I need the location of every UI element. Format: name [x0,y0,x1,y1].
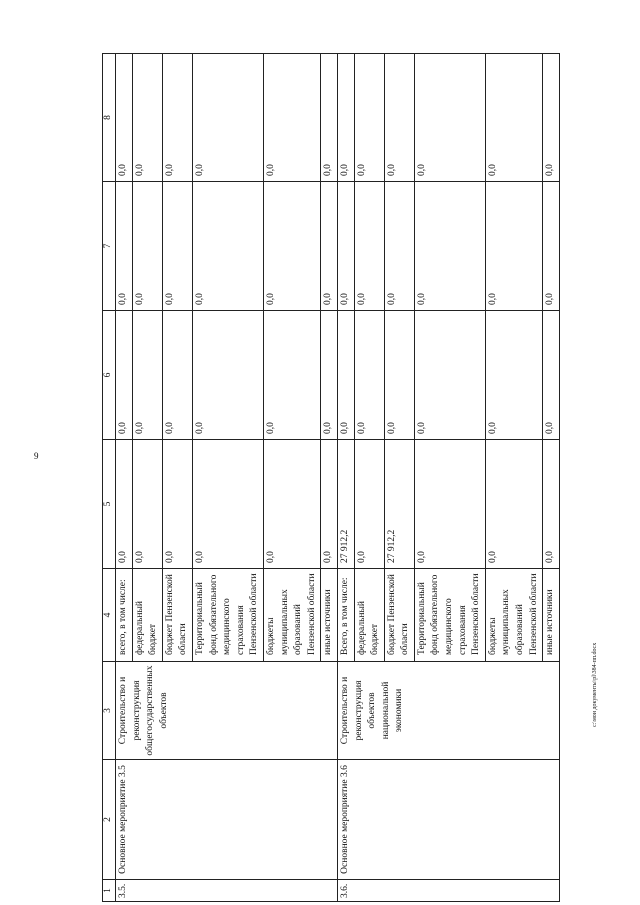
funding-value: 0,0 [321,182,338,311]
funding-value: 0,0 [321,440,338,569]
funding-value: 0,0 [192,54,263,182]
funding-value: 0,0 [162,311,192,440]
funding-value: 0,0 [116,440,133,569]
funding-value: 0,0 [384,54,414,182]
activity-name: Основное мероприятие 3.6 [337,760,559,880]
funding-source: федеральный бюджет [354,569,384,662]
activity-description: Строительство и реконструкция объектов национальной экономики [337,662,559,760]
funding-source: бюджеты муниципальных образований Пензенской области [485,569,542,662]
funding-table [102,53,560,902]
funding-value: 0,0 [321,311,338,440]
funding-value: 0,0 [337,54,354,182]
funding-value: 0,0 [485,440,542,569]
funding-value: 0,0 [543,440,560,569]
column-number-row [103,54,116,902]
funding-value: 27 912,2 [337,440,354,569]
funding-value: 0,0 [414,182,485,311]
funding-value: 0,0 [384,311,414,440]
column-number: 6 [103,311,116,440]
column-number: 4 [103,569,116,662]
funding-source: Территориальный фонд обязательного медицинского страхования Пензенской области [414,569,485,662]
column-number: 3 [103,662,116,760]
funding-source: Всего, в том числе: [337,569,354,662]
funding-value: 0,0 [116,54,133,182]
funding-value: 0,0 [543,311,560,440]
funding-value: 0,0 [116,182,133,311]
funding-source: Территориальный фонд обязательного медицинского страхования Пензенской области [192,569,263,662]
funding-value: 0,0 [485,54,542,182]
funding-value: 0,0 [485,311,542,440]
table-body [103,54,560,902]
footer-file-path: c:\мои документы\pl\384-пп.docx [592,642,598,727]
column-number: 1 [103,880,116,902]
funding-value: 0,0 [132,440,162,569]
funding-value: 0,0 [321,54,338,182]
rotated-sheet [102,54,610,902]
funding-value: 0,0 [485,182,542,311]
funding-value: 0,0 [414,440,485,569]
funding-value: 0,0 [192,440,263,569]
table-row [337,54,354,902]
funding-value: 27 912,2 [384,440,414,569]
funding-value: 0,0 [162,440,192,569]
funding-value: 0,0 [337,182,354,311]
funding-value: 0,0 [132,54,162,182]
funding-value: 0,0 [384,182,414,311]
funding-value: 0,0 [132,311,162,440]
activity-description: Строительство и реконструкция общегосударственных объектов [116,662,338,760]
funding-value: 0,0 [354,311,384,440]
table-row [116,54,133,902]
funding-value: 0,0 [543,182,560,311]
row-number: 3.6. [337,880,559,902]
funding-value: 0,0 [132,182,162,311]
row-number: 3.5. [116,880,338,902]
funding-source: бюджет Пензенской области [162,569,192,662]
funding-value: 0,0 [263,311,320,440]
funding-value: 0,0 [263,54,320,182]
funding-source: иные источники [543,569,560,662]
funding-source: иные источники [321,569,338,662]
funding-value: 0,0 [354,182,384,311]
funding-value: 0,0 [354,54,384,182]
funding-value: 0,0 [354,440,384,569]
funding-value: 0,0 [116,311,133,440]
funding-value: 0,0 [414,311,485,440]
column-number: 7 [103,182,116,311]
funding-value: 0,0 [543,54,560,182]
column-number: 8 [103,54,116,182]
column-number: 2 [103,760,116,880]
funding-value: 0,0 [414,54,485,182]
funding-value: 0,0 [337,311,354,440]
funding-value: 0,0 [192,182,263,311]
funding-source: всего, в том числе: [116,569,133,662]
page-number: 9 [34,451,39,461]
funding-source: бюджеты муниципальных образований Пензенской области [263,569,320,662]
funding-value: 0,0 [263,182,320,311]
funding-value: 0,0 [263,440,320,569]
funding-source: бюджет Пензенской области [384,569,414,662]
funding-source: федеральный бюджет [132,569,162,662]
column-number: 5 [103,440,116,569]
funding-value: 0,0 [162,54,192,182]
rotated-content [102,54,610,902]
funding-value: 0,0 [162,182,192,311]
activity-name: Основное мероприятие 3.5 [116,760,338,880]
funding-value: 0,0 [192,311,263,440]
